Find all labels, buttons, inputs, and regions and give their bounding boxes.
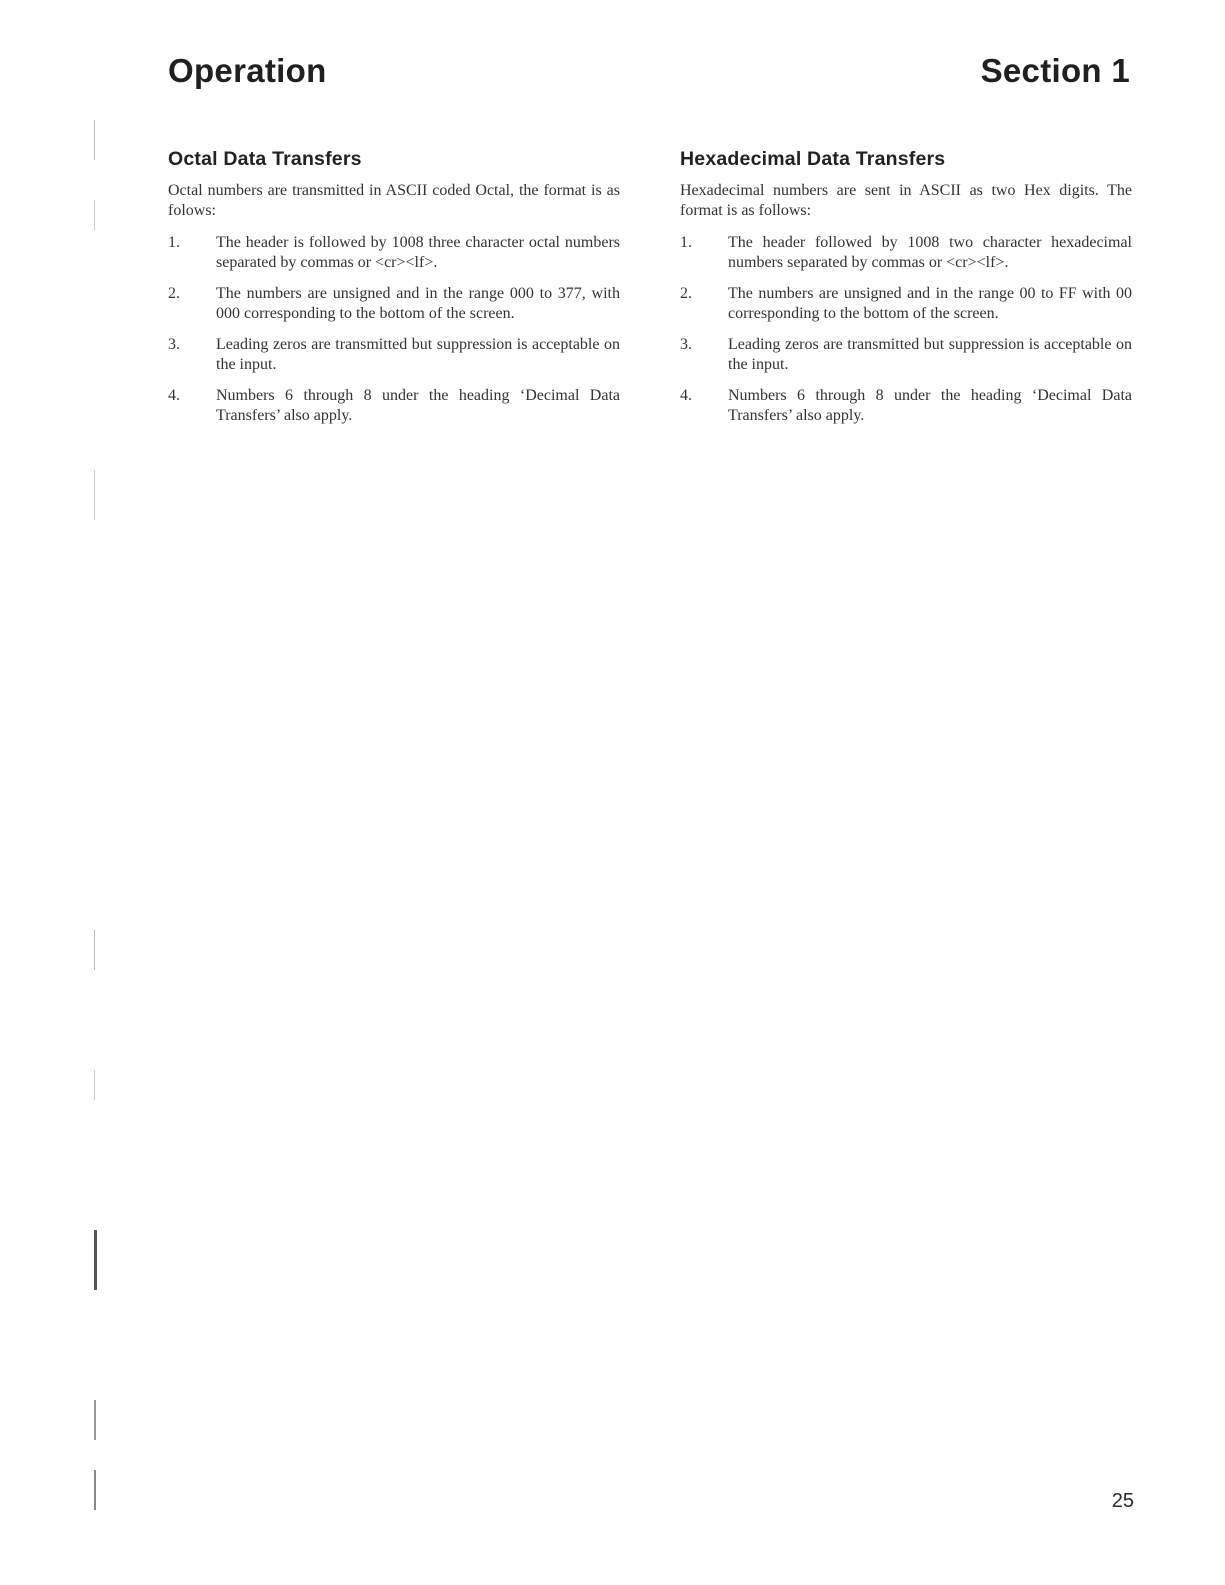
list-item-number: 3. <box>680 336 692 353</box>
list-item-number: 2. <box>680 285 692 302</box>
chapter-title: Operation <box>168 52 327 89</box>
section-title: Section 1 <box>980 52 1130 89</box>
list-item-text: The numbers are unsigned and in the range 000 to 377, with 000 corresponding to the bottom of the screen. <box>216 285 620 322</box>
list-item <box>680 386 1132 426</box>
hexadecimal-data-transfers-section <box>680 148 1132 437</box>
list-item-text: Numbers 6 through 8 under the heading ‘Decimal Data Transfers’ also apply. <box>216 387 620 424</box>
list-item-text: Leading zeros are transmitted but suppression is acceptable on the input. <box>728 336 1132 373</box>
section-heading: Octal Data Transfers <box>168 148 362 170</box>
octal-data-transfers-section <box>168 148 620 437</box>
list-item-text: Leading zeros are transmitted but suppression is acceptable on the input. <box>216 336 620 373</box>
list-item-number: 3. <box>168 336 180 353</box>
list-item <box>680 335 1132 375</box>
list-item <box>168 335 620 375</box>
list-item-text: The header followed by 1008 two character hexadecimal numbers separated by commas or <cr><lf>. <box>728 234 1132 271</box>
list-item-number: 1. <box>680 234 692 251</box>
list-item <box>680 233 1132 273</box>
section-intro: Octal numbers are transmitted in ASCII coded Octal, the format is as folows: <box>168 182 620 219</box>
section-intro: Hexadecimal numbers are sent in ASCII as two Hex digits. The format is as follows: <box>680 182 1132 219</box>
list-item-text: The header is followed by 1008 three character octal numbers separated by commas or <cr><lf>. <box>216 234 620 271</box>
list-item-text: Numbers 6 through 8 under the heading ‘Decimal Data Transfers’ also apply. <box>728 387 1132 424</box>
list-item-number: 4. <box>168 387 180 404</box>
list-item-number: 1. <box>168 234 180 251</box>
list-item-number: 2. <box>168 285 180 302</box>
list-item-text: The numbers are unsigned and in the range 00 to FF with 00 corresponding to the bottom of the screen. <box>728 285 1132 322</box>
list-item <box>168 233 620 273</box>
scan-binding-artifacts <box>84 110 114 1530</box>
list-item <box>168 284 620 324</box>
page-header <box>168 52 1130 100</box>
list-item <box>168 386 620 426</box>
page-number: 25 <box>1111 1490 1134 1512</box>
list-item-number: 4. <box>680 387 692 404</box>
section-heading: Hexadecimal Data Transfers <box>680 148 946 170</box>
list-item <box>680 284 1132 324</box>
